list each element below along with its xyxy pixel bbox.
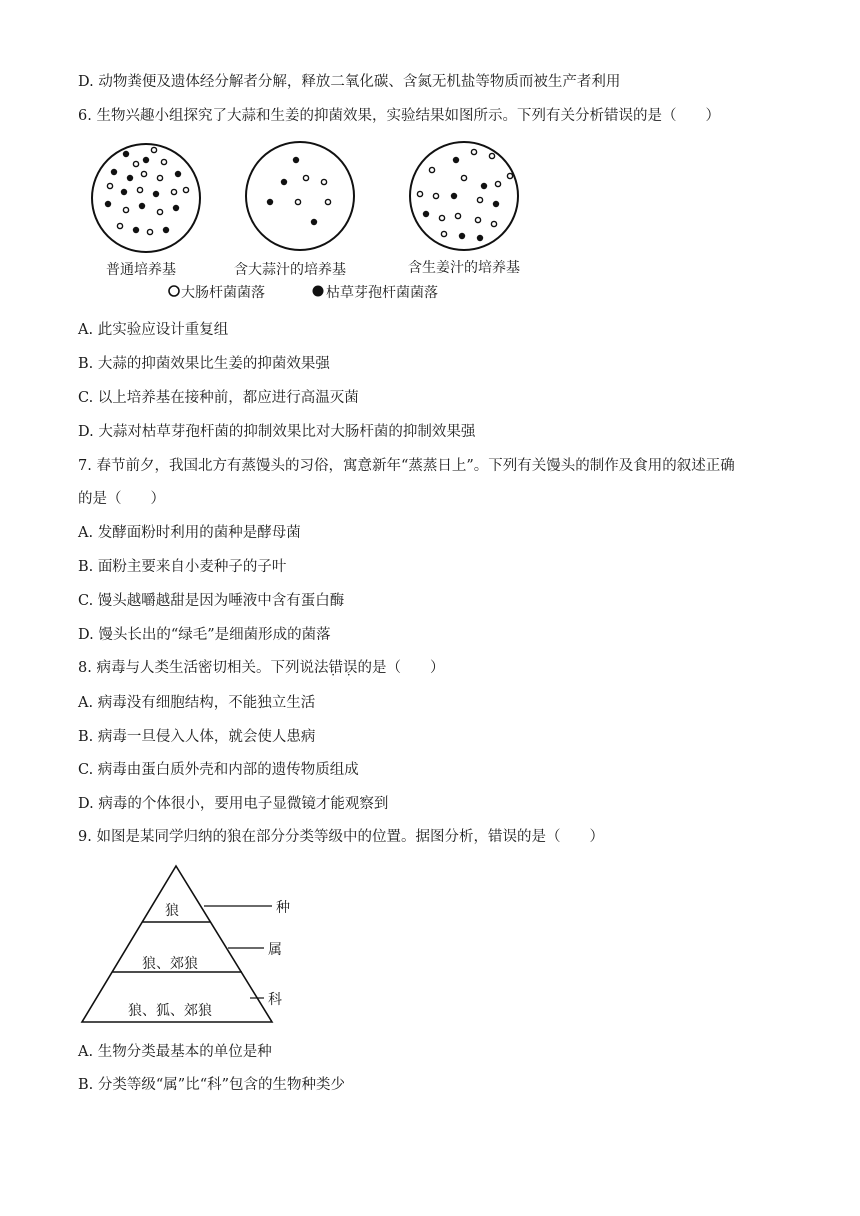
q9-option-b: B. 分类等级“属”比“科”包含的生物种类少: [78, 1077, 346, 1093]
legend-subtilis-symbol: [313, 286, 324, 297]
q5-option-d: D. 动物粪便及遗体经分解者分解，释放二氧化碳、含氮无机盐等物质而被生产者利用: [78, 74, 621, 90]
pyramid-level-1-content: 狼: [165, 903, 179, 919]
question-9-stem: 9. 如图是某同学归纳的狼在部分分类等级中的位置。据图分析，错误的是（ ）: [78, 829, 604, 845]
q8-option-a: A. 病毒没有细胞结构，不能独立生活: [78, 695, 316, 711]
q8-stem-post: 的是（ ）: [357, 660, 445, 676]
dish-garlic: [246, 142, 354, 250]
q8-option-c: C. 病毒由蛋白质外壳和内部的遗传物质组成: [78, 762, 359, 778]
pyramid-rank-genus: 属: [268, 942, 282, 958]
q7-option-c: C. 馒头越嚼越甜是因为唾液中含有蛋白酶: [78, 593, 345, 609]
pyramid-rank-species: 种: [276, 900, 290, 916]
q8-option-d: D. 病毒的个体很小，要用电子显微镜才能观察到: [78, 796, 389, 812]
q6-option-c: C. 以上培养基在接种前，都应进行高温灭菌: [78, 390, 359, 406]
dish-normal: [92, 144, 200, 252]
q8-option-b: B. 病毒一旦侵入人体，就会使人患病: [78, 729, 316, 745]
q6-option-a: A. 此实验应设计重复组: [78, 322, 229, 338]
dish-normal-colonies: [105, 147, 189, 234]
dish-ginger-caption: 含生姜汁的培养基: [408, 260, 520, 276]
q7-option-b: B. 面粉主要来自小麦种子的子叶: [78, 559, 287, 575]
legend-ecoli-symbol: [169, 286, 179, 296]
legend-subtilis-label: 枯草芽孢杆菌菌落: [326, 285, 438, 301]
pyramid-level-2-content: 狼、郊狼: [142, 956, 198, 972]
dish-ginger: [410, 142, 518, 250]
pyramid-rank-family: 科: [268, 992, 282, 1008]
question-7-stem-cont: 的是（ ）: [78, 491, 165, 507]
q8-stem-emphasis: 错误 · ·: [328, 660, 357, 676]
question-6-stem: 6. 生物兴趣小组探究了大蒜和生姜的抑菌效果，实验结果如图所示。下列有关分析错误的是（ ）: [78, 108, 720, 124]
dish-garlic-colonies: [267, 157, 331, 225]
pyramid-level-3-content: 狼、狐、郊狼: [128, 1003, 212, 1019]
q7-option-d: D. 馒头长出的“绿毛”是细菌形成的菌落: [78, 627, 331, 643]
q6-option-b: B. 大蒜的抑菌效果比生姜的抑菌效果强: [78, 356, 330, 372]
legend-ecoli-label: 大肠杆菌菌落: [181, 285, 265, 301]
dish-ginger-colonies: [417, 149, 512, 241]
q9-option-a: A. 生物分类最基本的单位是种: [78, 1044, 272, 1060]
q7-option-a: A. 发酵面粉时利用的菌种是酵母菌: [78, 525, 301, 541]
dish-normal-caption: 普通培养基: [106, 262, 176, 278]
dish-garlic-caption: 含大蒜汁的培养基: [234, 262, 346, 278]
question-8-stem: [78, 658, 444, 678]
q8-stem-pre: 8. 病毒与人类生活密切相关。下列说法: [78, 660, 329, 676]
q6-option-d: D. 大蒜对枯草芽孢杆菌的抑制效果比对大肠杆菌的抑制效果强: [78, 424, 476, 440]
question-7-stem: 7. 春节前夕，我国北方有蒸馒头的习俗，寓意新年“蒸蒸日上”。下列有关馒头的制作及食用的叙述正确: [78, 458, 735, 474]
